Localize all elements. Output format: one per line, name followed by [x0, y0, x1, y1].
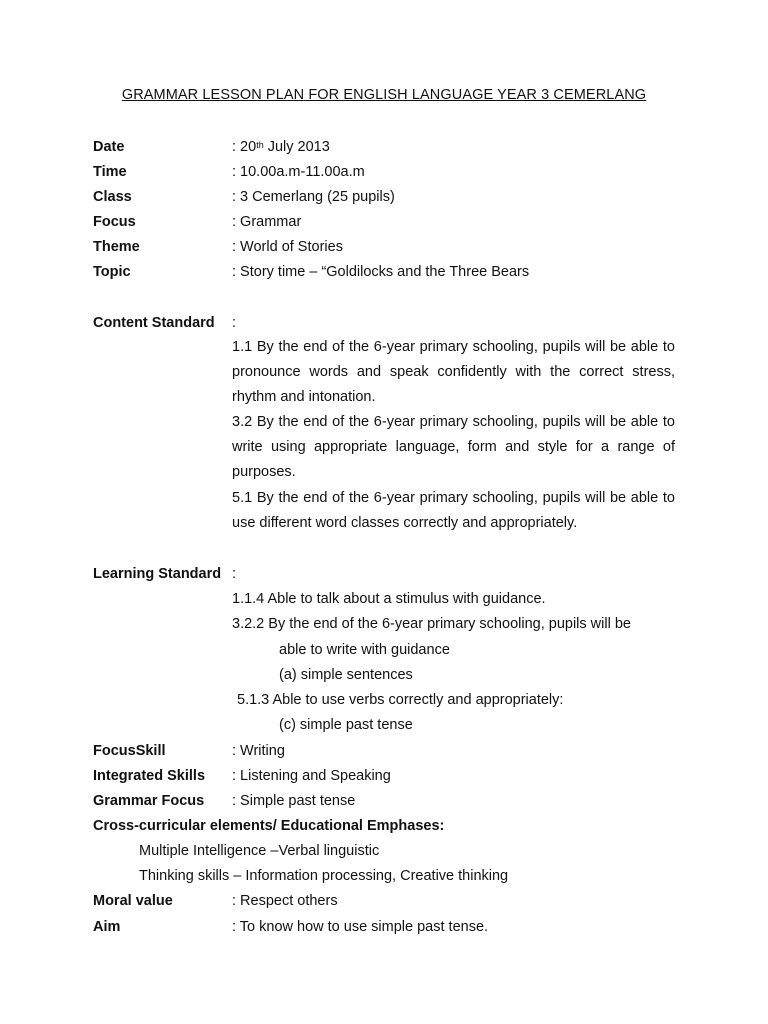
time-value: : 10.00a.m-11.00a.m — [232, 164, 365, 180]
aim-label: Aim — [93, 919, 121, 935]
time-label: Time — [93, 164, 127, 180]
cross-curricular-line: Thinking skills – Information processing, Creative thinking — [139, 868, 509, 884]
content-standard-row — [93, 313, 237, 333]
learning-standard-line: 5.1.3 Able to use verbs correctly and appropriately: — [237, 692, 564, 708]
focus-skill-row — [93, 741, 285, 761]
class-row — [93, 187, 395, 207]
learning-standard-line: 3.2.2 By the end of the 6-year primary schooling, pupils will be — [232, 616, 631, 632]
content-standard-item: 3.2 By the end of the 6-year primary schooling, pupils will be able to write using appropriate language, form and style for a range of purposes. — [232, 414, 675, 481]
focus-value: : Grammar — [232, 214, 302, 230]
moral-value-value: : Respect others — [232, 893, 338, 909]
cross-curricular-label: Cross-curricular elements/ Educational Emphases: — [93, 818, 445, 834]
integrated-skills-row — [93, 766, 391, 786]
aim-row — [93, 917, 489, 937]
content-standard-colon: : — [232, 315, 237, 331]
content-standard-item: 1.1 By the end of the 6-year primary schooling, pupils will be able to pronounce words and speak confidently with the correct stress, rhythm and intonation. — [232, 339, 675, 406]
integrated-skills-label: Integrated Skills — [93, 768, 206, 784]
cross-curricular-row — [93, 816, 444, 836]
date-row — [93, 137, 330, 157]
class-label: Class — [93, 189, 132, 205]
theme-value: : World of Stories — [232, 239, 343, 255]
learning-standard-label: Learning Standard — [93, 566, 222, 582]
focus-skill-value: : Writing — [232, 743, 285, 759]
learning-standard-colon: : — [232, 566, 237, 582]
date-label: Date — [93, 139, 125, 155]
learning-standard-line: (a) simple sentences — [279, 667, 413, 683]
theme-label: Theme — [93, 239, 140, 255]
cross-curricular-line: Multiple Intelligence –Verbal linguistic — [139, 843, 380, 859]
integrated-skills-value: : Listening and Speaking — [232, 768, 391, 784]
grammar-focus-row — [93, 791, 356, 811]
page-title: GRAMMAR LESSON PLAN FOR ENGLISH LANGUAGE YEAR 3 CEMERLANG — [121, 87, 647, 103]
learning-standard-line: 1.1.4 Able to talk about a stimulus with guidance. — [232, 591, 546, 607]
time-row — [93, 162, 365, 182]
focus-skill-label: FocusSkill — [93, 743, 166, 759]
topic-value: : Story time – “Goldilocks and the Three Bears — [232, 264, 530, 280]
focus-label: Focus — [93, 214, 136, 230]
learning-standard-line: able to write with guidance — [279, 642, 450, 658]
focus-row — [93, 212, 302, 232]
content-standard-item: 5.1 By the end of the 6-year primary schooling, pupils will be able to use different word classes correctly and appropriately. — [232, 490, 675, 532]
grammar-focus-label: Grammar Focus — [93, 793, 205, 809]
class-value: : 3 Cemerlang (25 pupils) — [232, 189, 395, 205]
date-value: : 20th July 2013 — [232, 139, 330, 155]
topic-label: Topic — [93, 264, 131, 280]
moral-value-label: Moral value — [93, 893, 173, 909]
content-standard-label: Content Standard — [93, 315, 215, 331]
learning-standard-row — [93, 564, 237, 584]
moral-value-row — [93, 891, 338, 911]
aim-value: : To know how to use simple past tense. — [232, 919, 489, 935]
topic-row — [93, 262, 530, 282]
learning-standard-line: (c) simple past tense — [279, 717, 413, 733]
theme-row — [93, 237, 343, 257]
grammar-focus-value: : Simple past tense — [232, 793, 356, 809]
